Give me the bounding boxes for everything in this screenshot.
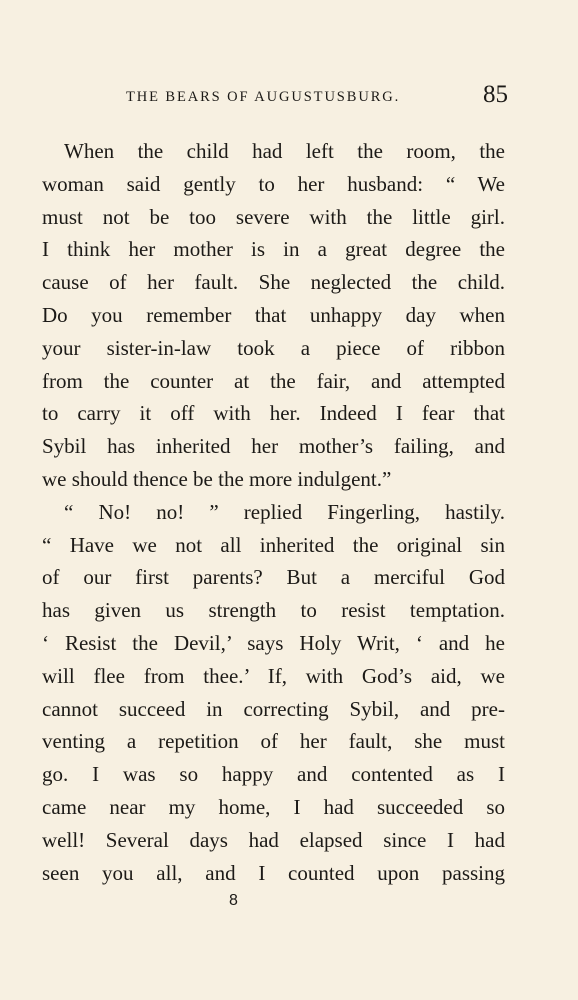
text-line: cause of her fault. She neglected the child. bbox=[42, 270, 505, 295]
text-line: we should thence be the more indulgent.” bbox=[42, 466, 392, 491]
body-text bbox=[42, 135, 505, 889]
text-line: venting a repetition of her fault, she must bbox=[42, 729, 505, 754]
page-header bbox=[42, 80, 508, 110]
text-line: to carry it off with her. Indeed I fear that bbox=[42, 401, 505, 426]
text-line: will flee from thee.’ If, with God’s aid, we bbox=[42, 663, 505, 688]
text-line: “ No! no! ” replied Fingerling, hastily. bbox=[64, 499, 505, 524]
text-line: of our first parents? But a merciful God bbox=[42, 565, 505, 590]
text-line: go. I was so happy and contented as I bbox=[42, 762, 505, 787]
text-line: Sybil has inherited her mother’s failing, and bbox=[42, 434, 505, 459]
text-line: well! Several days had elapsed since I had bbox=[42, 827, 505, 852]
text-line: must not be too severe with the little girl. bbox=[42, 204, 505, 229]
text-line: from the counter at the fair, and attempted bbox=[42, 368, 505, 393]
text-line: has given us strength to resist temptation. bbox=[42, 598, 505, 623]
text-line: cannot succeed in correcting Sybil, and pre- bbox=[42, 696, 505, 721]
page-number: 85 bbox=[483, 81, 508, 108]
text-line: When the child had left the room, the bbox=[64, 139, 505, 163]
text-line: woman said gently to her husband: “ We bbox=[42, 171, 505, 196]
text-line: seen you all, and I counted upon passing bbox=[42, 860, 505, 885]
signature-mark: 8 bbox=[229, 892, 238, 909]
text-line: Do you remember that unhappy day when bbox=[42, 302, 505, 327]
text-line: ‘ Resist the Devil,’ says Holy Writ, ‘ and he bbox=[42, 630, 505, 655]
running-head: THE BEARS OF AUGUSTUSBURG. bbox=[126, 89, 401, 105]
text-line: I think her mother is in a great degree the bbox=[42, 237, 505, 262]
text-line: your sister-in-law took a piece of ribbon bbox=[42, 335, 505, 360]
text-line: “ Have we not all inherited the original sin bbox=[42, 532, 505, 557]
text-line: came near my home, I had succeeded so bbox=[42, 794, 505, 819]
